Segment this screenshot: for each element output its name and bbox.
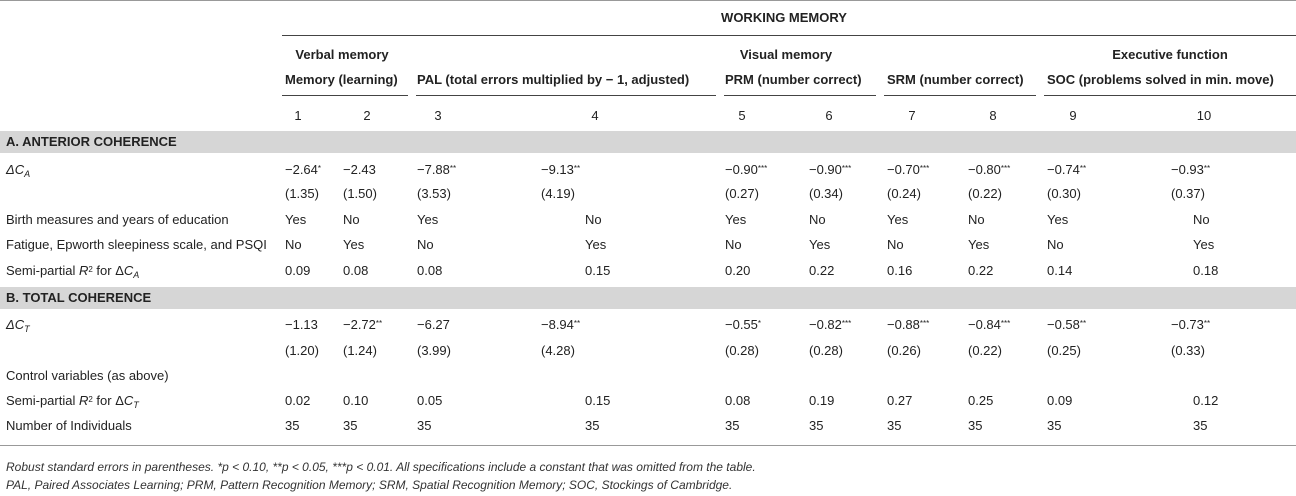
r2-b-3: 0.05 xyxy=(417,393,443,408)
visual-title: Visual memory xyxy=(739,47,833,62)
coef-a-value: −0.90 xyxy=(725,162,758,177)
coef-b-8 xyxy=(968,317,1010,333)
r2-a-3: 0.08 xyxy=(417,263,443,278)
control-label: Control variables (as above) xyxy=(6,368,169,383)
se-a-2: (1.50) xyxy=(343,186,377,201)
coef-a-stars: *** xyxy=(757,164,768,173)
srm-rule xyxy=(884,95,1036,96)
birth-2: No xyxy=(343,212,360,227)
coef-b-stars: ** xyxy=(1203,319,1211,328)
coef-a-label: $\Delta C_A$ xyxy=(6,162,31,179)
n-7: 35 xyxy=(887,418,902,433)
birth-7: Yes xyxy=(887,212,909,227)
r2-a-6: 0.22 xyxy=(809,263,835,278)
se-a-8: (0.22) xyxy=(968,186,1002,201)
coef-a-10 xyxy=(1171,162,1210,178)
r2-a-9: 0.14 xyxy=(1047,263,1073,278)
fatigue-4: Yes xyxy=(585,237,607,252)
coef-a-value: −9.13 xyxy=(541,162,574,177)
r2-a-2: 0.08 xyxy=(343,263,369,278)
r2-b-6: 0.19 xyxy=(809,393,835,408)
r2-b-7: 0.27 xyxy=(887,393,913,408)
coef-b-stars: ** xyxy=(375,319,383,328)
r2-a-4: 0.15 xyxy=(585,263,611,278)
birth-9: Yes xyxy=(1047,212,1069,227)
birth-8: No xyxy=(968,212,985,227)
coef-b-value: −8.94 xyxy=(541,317,574,332)
coef-a-value: −0.93 xyxy=(1171,162,1204,177)
col-number-10: 10 xyxy=(1196,108,1212,123)
coef-b-value: −0.88 xyxy=(887,317,920,332)
coef-a-stars: *** xyxy=(919,164,930,173)
footnote-1: Robust standard errors in parentheses. *p < 0.10, **p < 0.05, ***p < 0.01. All specifications include a constant that was omitted from the table. xyxy=(6,460,756,474)
coef-a-stars: ** xyxy=(449,164,457,173)
coef-b-2 xyxy=(343,317,382,333)
birth-4: No xyxy=(585,212,602,227)
group-rule xyxy=(282,35,1296,36)
coef-b-3 xyxy=(417,317,450,333)
r2-b-10: 0.12 xyxy=(1193,393,1219,408)
prm-rule xyxy=(724,95,876,96)
verbal-title: Verbal memory xyxy=(295,47,389,62)
coef-a-value: −7.88 xyxy=(417,162,450,177)
birth-label: Birth measures and years of education xyxy=(6,212,229,227)
coef-a-7 xyxy=(887,162,929,178)
coef-a-2 xyxy=(343,162,376,178)
r2-a-1: 0.09 xyxy=(285,263,311,278)
n-4: 35 xyxy=(585,418,600,433)
se-b-4: (4.28) xyxy=(541,343,575,358)
col-number-3: 3 xyxy=(434,108,442,123)
fatigue-8: Yes xyxy=(968,237,990,252)
fatigue-1: No xyxy=(285,237,302,252)
fatigue-5: No xyxy=(725,237,742,252)
se-a-9: (0.30) xyxy=(1047,186,1081,201)
coef-b-1 xyxy=(285,317,318,333)
r2-b-1: 0.02 xyxy=(285,393,311,408)
section-a-title: A. ANTERIOR COHERENCE xyxy=(6,134,177,149)
col-number-1: 1 xyxy=(294,108,302,123)
fatigue-6: Yes xyxy=(809,237,831,252)
n-9: 35 xyxy=(1047,418,1062,433)
fatigue-3: No xyxy=(417,237,434,252)
se-a-4: (4.19) xyxy=(541,186,575,201)
col-number-6: 6 xyxy=(825,108,833,123)
r2-b-5: 0.08 xyxy=(725,393,751,408)
r2-b-9: 0.09 xyxy=(1047,393,1073,408)
coef-b-value: −1.13 xyxy=(285,317,318,332)
coef-a-value: −0.70 xyxy=(887,162,920,177)
col-number-4: 4 xyxy=(591,108,599,123)
se-b-9: (0.25) xyxy=(1047,343,1081,358)
se-b-1: (1.20) xyxy=(285,343,319,358)
pal-rule xyxy=(416,95,716,96)
coef-a-value: −0.90 xyxy=(809,162,842,177)
coef-b-value: −0.82 xyxy=(809,317,842,332)
col-number-9: 9 xyxy=(1069,108,1077,123)
top-rule xyxy=(0,0,1296,1)
coef-b-10 xyxy=(1171,317,1210,333)
col-number-5: 5 xyxy=(738,108,746,123)
se-b-6: (0.28) xyxy=(809,343,843,358)
coef-b-stars: * xyxy=(757,319,762,328)
coef-b-5 xyxy=(725,317,761,333)
coef-a-stars: *** xyxy=(841,164,852,173)
coef-a-1 xyxy=(285,162,321,178)
coef-a-8 xyxy=(968,162,1010,178)
prm-subheader: PRM (number correct) xyxy=(725,72,862,87)
se-b-7: (0.26) xyxy=(887,343,921,358)
coef-a-stars: ** xyxy=(1079,164,1087,173)
se-a-6: (0.34) xyxy=(809,186,843,201)
se-b-2: (1.24) xyxy=(343,343,377,358)
n-8: 35 xyxy=(968,418,983,433)
coef-b-value: −0.58 xyxy=(1047,317,1080,332)
coef-b-stars: ** xyxy=(573,319,581,328)
coef-a-stars: ** xyxy=(1203,164,1211,173)
fatigue-9: No xyxy=(1047,237,1064,252)
birth-10: No xyxy=(1193,212,1210,227)
n-10: 35 xyxy=(1193,418,1208,433)
coef-a-stars: *** xyxy=(1000,164,1011,173)
se-a-7: (0.24) xyxy=(887,186,921,201)
bottom-rule xyxy=(0,445,1296,446)
col-number-2: 2 xyxy=(363,108,371,123)
memory-subheader: Memory (learning) xyxy=(285,72,398,87)
birth-6: No xyxy=(809,212,826,227)
pal-subheader: PAL (total errors multiplied by − 1, adjusted) xyxy=(417,72,690,87)
section-a-band xyxy=(0,131,1296,153)
se-a-1: (1.35) xyxy=(285,186,319,201)
coef-b-label: $\Delta C_T$ xyxy=(6,317,30,334)
coef-a-value: −2.64 xyxy=(285,162,318,177)
r2-b-8: 0.25 xyxy=(968,393,994,408)
coef-b-4 xyxy=(541,317,580,333)
coef-b-value: −0.84 xyxy=(968,317,1001,332)
col-number-7: 7 xyxy=(908,108,916,123)
fatigue-7: No xyxy=(887,237,904,252)
n-1: 35 xyxy=(285,418,300,433)
coef-b-value: −6.27 xyxy=(417,317,450,332)
birth-5: Yes xyxy=(725,212,747,227)
r2-b-4: 0.15 xyxy=(585,393,611,408)
srm-subheader: SRM (number correct) xyxy=(887,72,1024,87)
n-5: 35 xyxy=(725,418,740,433)
coef-b-6 xyxy=(809,317,851,333)
r2-a-label: Semi-partial $R^2$ for $\Delta C_A$ xyxy=(6,263,140,280)
coef-a-value: −2.43 xyxy=(343,162,376,177)
coef-b-value: −2.72 xyxy=(343,317,376,332)
coef-a-3 xyxy=(417,162,456,178)
r2-a-5: 0.20 xyxy=(725,263,751,278)
se-a-5: (0.27) xyxy=(725,186,759,201)
se-b-5: (0.28) xyxy=(725,343,759,358)
coef-b-9 xyxy=(1047,317,1086,333)
r2-a-10: 0.18 xyxy=(1193,263,1219,278)
coef-b-stars: ** xyxy=(1079,319,1087,328)
fatigue-2: Yes xyxy=(343,237,365,252)
coef-a-9 xyxy=(1047,162,1086,178)
fatigue-10: Yes xyxy=(1193,237,1215,252)
coef-a-4 xyxy=(541,162,580,178)
r2-b-label: Semi-partial $R^2$ for $\Delta C_T$ xyxy=(6,393,139,410)
n-3: 35 xyxy=(417,418,432,433)
se-b-3: (3.99) xyxy=(417,343,451,358)
section-b-band xyxy=(0,287,1296,309)
col-number-8: 8 xyxy=(989,108,997,123)
se-b-10: (0.33) xyxy=(1171,343,1205,358)
coef-b-value: −0.73 xyxy=(1171,317,1204,332)
coef-a-value: −0.80 xyxy=(968,162,1001,177)
footnote-2: PAL, Paired Associates Learning; PRM, Pattern Recognition Memory; SRM, Spatial Recognition Memory; SOC, Stockings of Cambridge. xyxy=(6,478,733,492)
coef-b-stars: *** xyxy=(841,319,852,328)
r2-a-7: 0.16 xyxy=(887,263,913,278)
soc-subheader: SOC (problems solved in min. move) xyxy=(1047,72,1274,87)
birth-3: Yes xyxy=(417,212,439,227)
fatigue-label: Fatigue, Epworth sleepiness scale, and PSQI xyxy=(6,237,267,252)
coef-b-7 xyxy=(887,317,929,333)
section-b-title: B. TOTAL COHERENCE xyxy=(6,290,152,305)
executive-title: Executive function xyxy=(1112,47,1228,62)
coef-a-stars: ** xyxy=(573,164,581,173)
coef-a-stars: * xyxy=(317,164,322,173)
coef-a-6 xyxy=(809,162,851,178)
se-a-10: (0.37) xyxy=(1171,186,1205,201)
coef-b-stars: *** xyxy=(919,319,930,328)
coef-a-value: −0.74 xyxy=(1047,162,1080,177)
n-2: 35 xyxy=(343,418,358,433)
coef-a-5 xyxy=(725,162,767,178)
se-a-3: (3.53) xyxy=(417,186,451,201)
birth-1: Yes xyxy=(285,212,307,227)
coef-b-stars: *** xyxy=(1000,319,1011,328)
r2-b-2: 0.10 xyxy=(343,393,369,408)
n-6: 35 xyxy=(809,418,824,433)
soc-rule xyxy=(1044,95,1296,96)
coef-b-value: −0.55 xyxy=(725,317,758,332)
memory-rule xyxy=(282,95,408,96)
r2-a-8: 0.22 xyxy=(968,263,994,278)
se-b-8: (0.22) xyxy=(968,343,1002,358)
group-title: WORKING MEMORY xyxy=(721,10,847,25)
n-label: Number of Individuals xyxy=(6,418,132,433)
